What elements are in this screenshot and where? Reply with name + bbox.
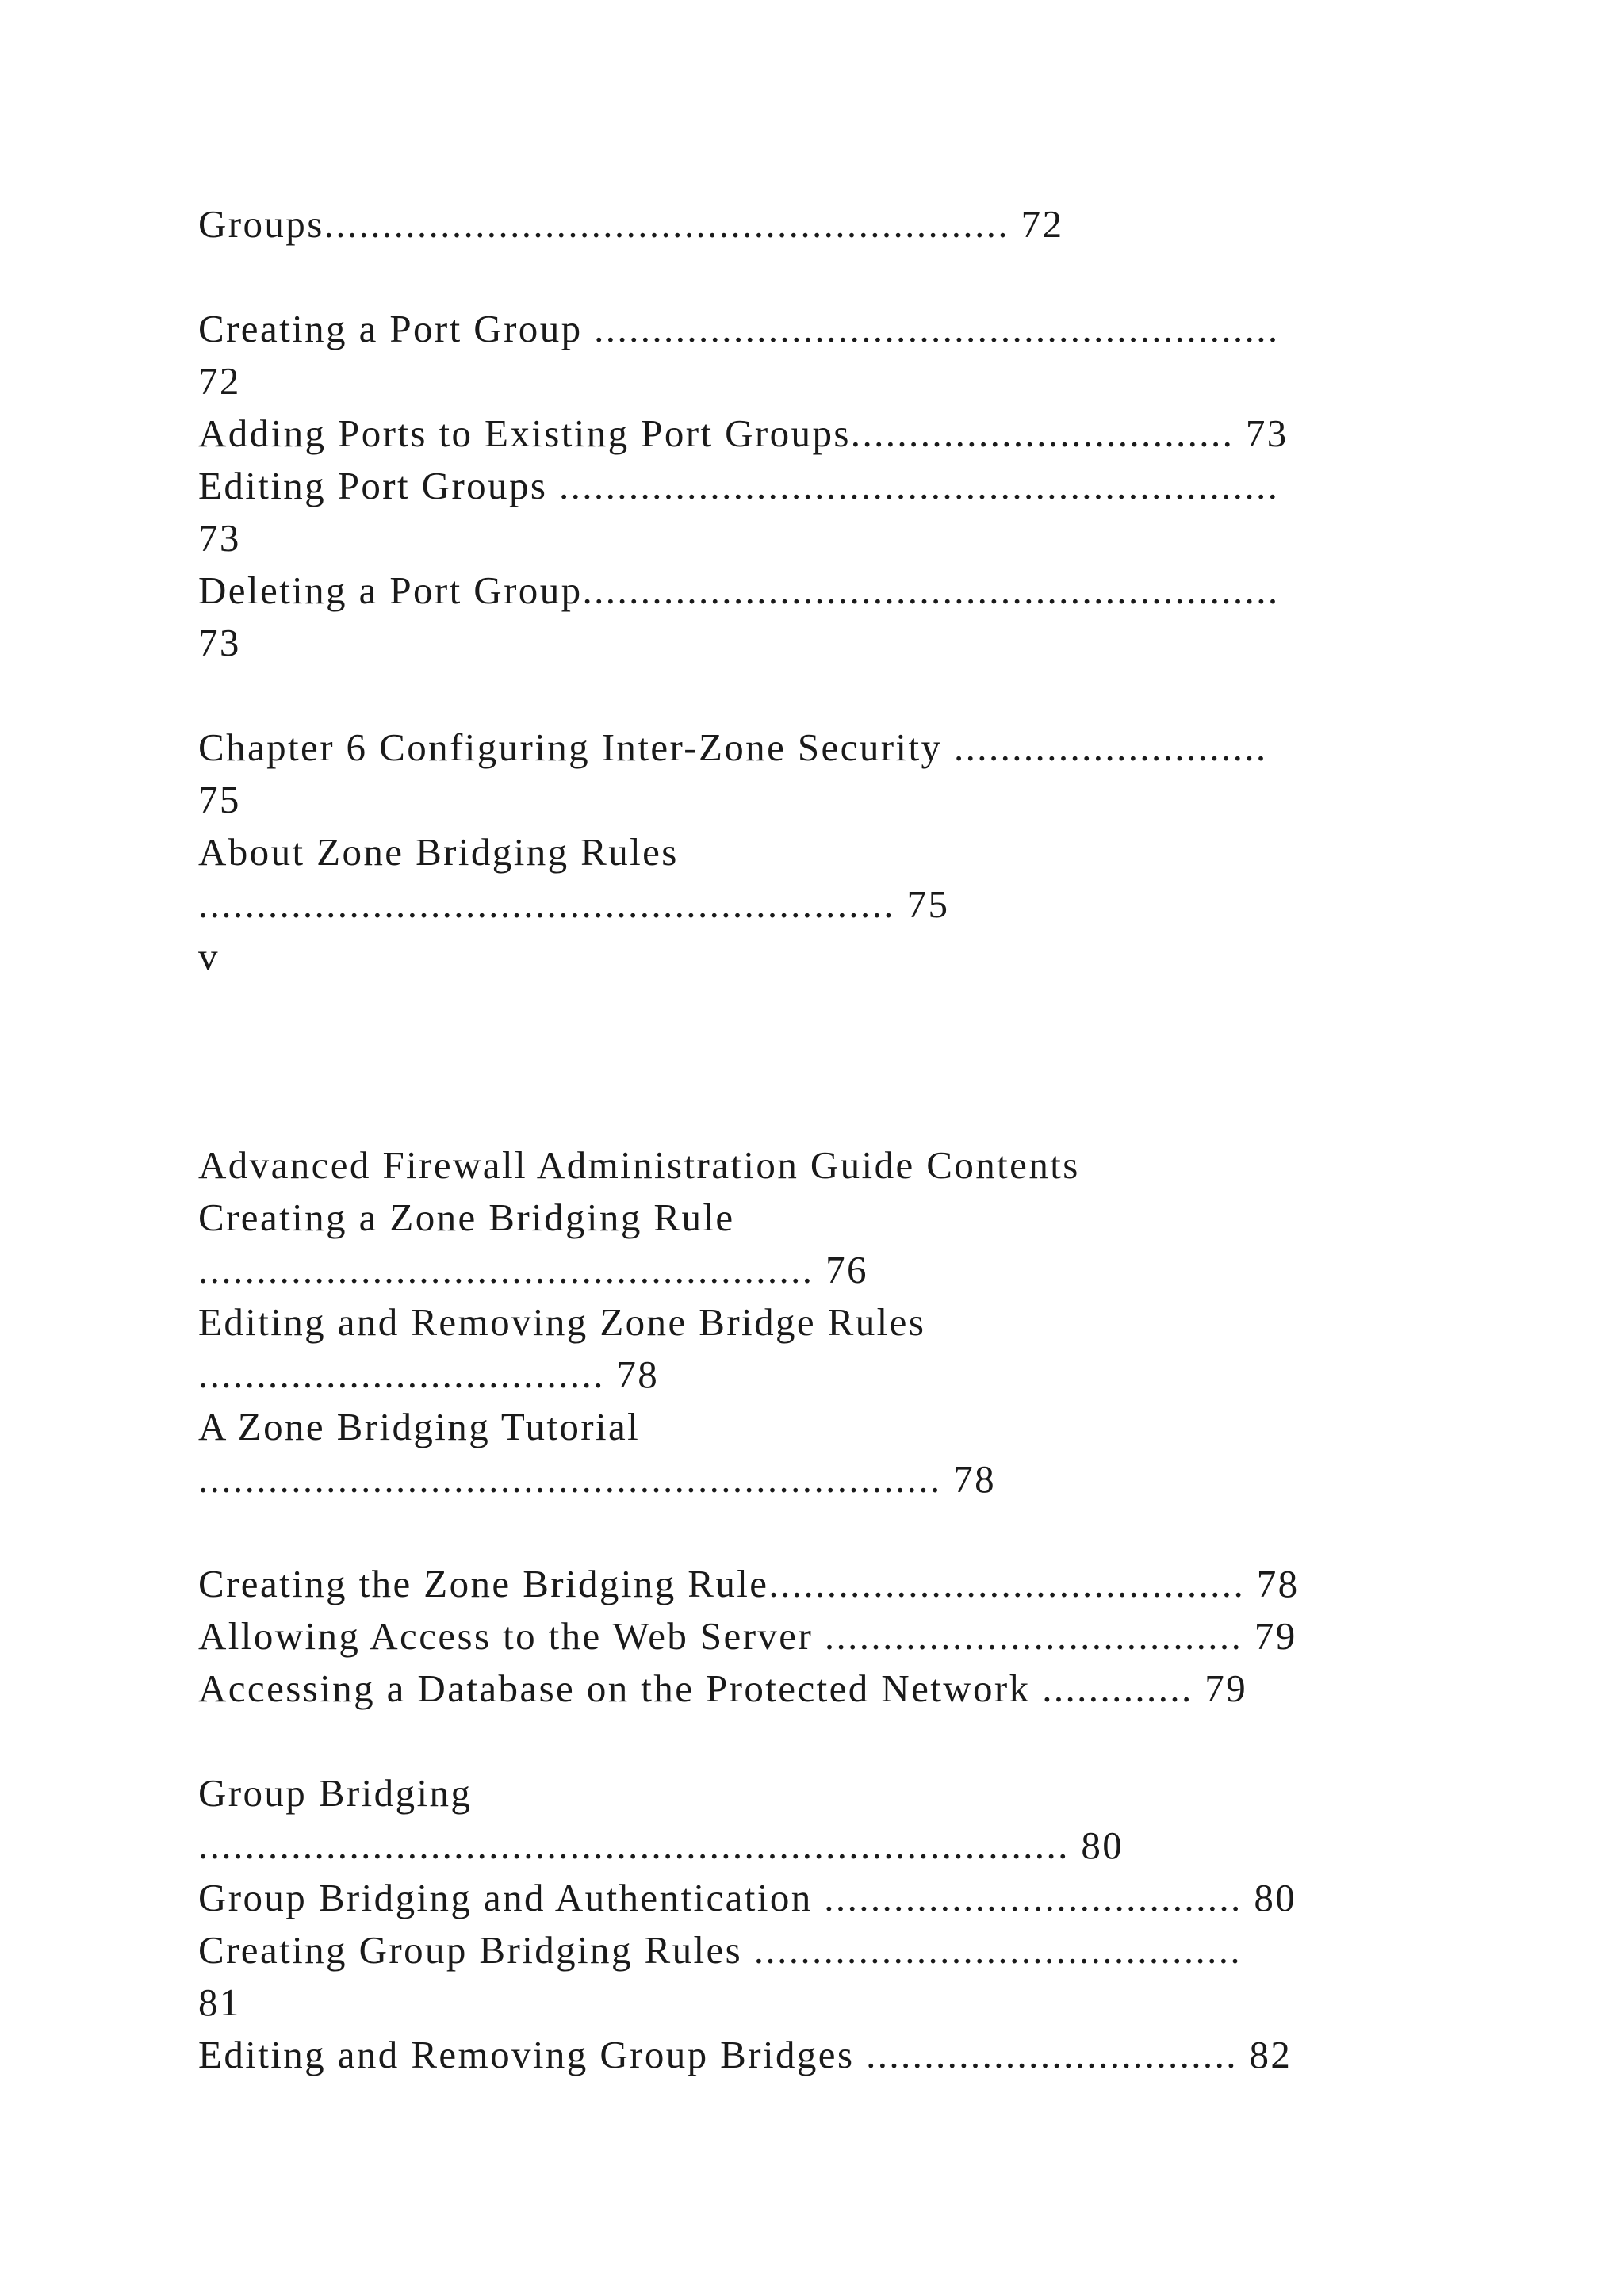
toc-leader-line: ................................................................ 78 xyxy=(198,1457,997,1501)
running-header: Advanced Firewall Administration Guide Contents xyxy=(198,1143,1080,1187)
toc-page-number: 73 xyxy=(198,621,241,664)
toc-entry-editing-group-bridges: Editing and Removing Group Bridges ................................ 82 xyxy=(198,2033,1293,2076)
toc-entry-about-zone-bridging: About Zone Bridging Rules xyxy=(198,830,679,874)
toc-entry-group-bridging-authentication: Group Bridging and Authentication .................................... 80 xyxy=(198,1876,1297,1919)
toc-entry-creating-port-group: Creating a Port Group ........................................................... xyxy=(198,307,1280,350)
toc-leader-line: ........................................................................... 80 xyxy=(198,1823,1124,1867)
toc-leader-line: ..................................................... 76 xyxy=(198,1248,868,1292)
toc-entry-group-bridging: Group Bridging xyxy=(198,1771,473,1815)
toc-entry-editing-port-groups: Editing Port Groups .............................................................. xyxy=(198,464,1280,507)
toc-entry-zone-bridging-tutorial: A Zone Bridging Tutorial xyxy=(198,1405,641,1448)
toc-entry-editing-zone-bridge-rules: Editing and Removing Zone Bridge Rules xyxy=(198,1300,926,1344)
toc-entry-creating-group-bridging-rules: Creating Group Bridging Rules .......................................... xyxy=(198,1928,1243,1972)
toc-entry-chapter-6: Chapter 6 Configuring Inter-Zone Security ........................... xyxy=(198,725,1268,769)
toc-entry-groups: Groups........................................................... 72 xyxy=(198,202,1064,246)
toc-entry-creating-zone-bridging-rule-2: Creating the Zone Bridging Rule......................................... 78 xyxy=(198,1562,1300,1605)
toc-page-number: 81 xyxy=(198,1980,241,2024)
toc-page-number: 73 xyxy=(198,516,241,560)
page-roman-numeral: v xyxy=(198,935,220,978)
toc-entry-creating-zone-bridging-rule: Creating a Zone Bridging Rule xyxy=(198,1196,735,1239)
toc-entry-accessing-database: Accessing a Database on the Protected Network ............. 79 xyxy=(198,1667,1248,1710)
toc-entry-allowing-access-web-server: Allowing Access to the Web Server .................................... 79 xyxy=(198,1614,1297,1658)
toc-page-number: 72 xyxy=(198,359,241,403)
toc-leader-line: ................................... 78 xyxy=(198,1353,660,1396)
toc-entry-adding-ports: Adding Ports to Existing Port Groups................................. 73 xyxy=(198,411,1289,455)
toc-leader-line: ............................................................ 75 xyxy=(198,882,950,926)
toc-entry-deleting-port-group: Deleting a Port Group............................................................ xyxy=(198,568,1280,612)
toc-page-number: 75 xyxy=(198,778,241,821)
